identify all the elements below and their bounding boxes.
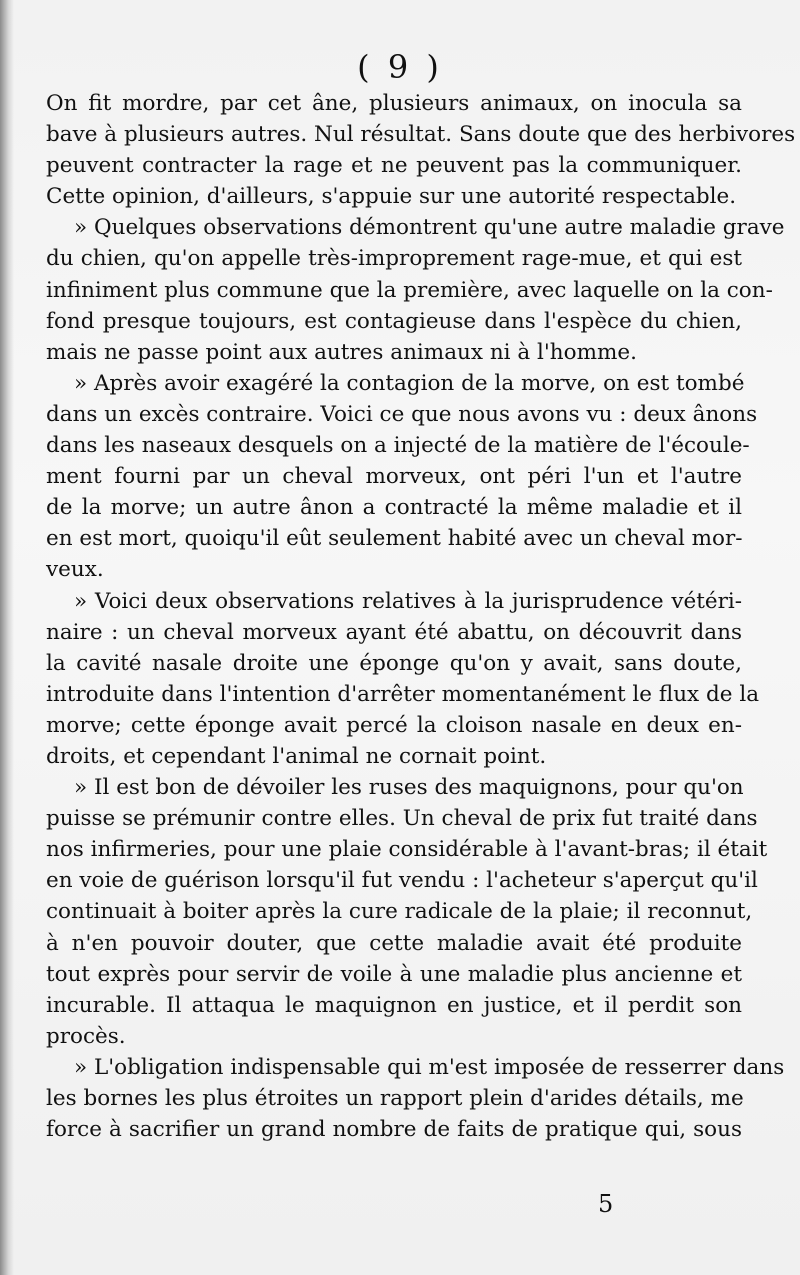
- paragraph: [46, 368, 758, 586]
- text-line: dans un excès contraire. Voici ce que nous avons vu : deux ânons: [46, 401, 758, 427]
- text-line: bave à plusieurs autres. Nul résultat. Sans doute que des herbivores: [46, 122, 796, 148]
- text-line: la cavité nasale droite une éponge qu'on y avait, sans doute,: [46, 650, 742, 676]
- page-gutter-shadow: [0, 0, 14, 1275]
- text-line: morve; cette éponge avait percé la cloison nasale en deux en-: [46, 712, 742, 738]
- text-line: » Après avoir exagéré la contagion de la morve, on est tombé: [74, 370, 745, 396]
- text-line: du chien, qu'on appelle très-improprement rage-mue, et qui est: [46, 246, 742, 272]
- text-line: On fit mordre, par cet âne, plusieurs animaux, on inocula sa: [46, 91, 742, 116]
- text-line: veux.: [46, 557, 104, 583]
- text-line: » Quelques observations démontrent qu'une autre maladie grave: [74, 215, 785, 241]
- text-line: en est mort, quoiqu'il eût seulement habité avec un cheval mor-: [46, 526, 743, 552]
- paragraph: [46, 88, 796, 212]
- text-line: » L'obligation indispensable qui m'est imposée de resserrer dans: [74, 1054, 785, 1080]
- text-line: procès.: [46, 1023, 126, 1049]
- text-line: mais ne passe point aux autres animaux ni à l'homme.: [46, 339, 637, 365]
- text-line: les bornes les plus étroites un rapport plein d'arides détails, me: [46, 1086, 744, 1111]
- body-text: [46, 88, 796, 1145]
- text-line: ment fourni par un cheval morveux, ont péri l'un et l'autre: [46, 464, 742, 490]
- text-line: » Il est bon de dévoiler les ruses des maquignons, pour qu'on: [74, 775, 744, 801]
- text-line: naire : un cheval morveux ayant été abattu, on découvrit dans: [46, 619, 742, 645]
- text-line: introduite dans l'intention d'arrêter momentanément le flux de la: [46, 681, 760, 707]
- page-number: ( 9 ): [357, 48, 443, 86]
- paragraph: [46, 772, 768, 1052]
- text-line: tout exprès pour servir de voile à une maladie plus ancienne et: [46, 961, 742, 987]
- text-line: dans les naseaux desquels on a injecté de la matière de l'écoule-: [46, 433, 750, 459]
- text-line: fond presque toujours, est contagieuse dans l'espèce du chien,: [46, 308, 742, 334]
- paragraph: [46, 1052, 785, 1145]
- text-line: force à sacrifier un grand nombre de faits de pratique qui, sous: [46, 1117, 742, 1143]
- text-line: puisse se prémunir contre elles. Un cheval de prix fut traité dans: [46, 806, 758, 832]
- text-line: nos infirmeries, pour une plaie considérable à l'avant-bras; il était: [46, 837, 768, 863]
- text-line: infiniment plus commune que la première, avec laquelle on la con-: [46, 277, 773, 303]
- text-line: » Voici deux observations relatives à la jurisprudence vétéri-: [74, 588, 742, 614]
- text-line: peuvent contracter la rage et ne peuvent pas la communiquer.: [46, 153, 742, 179]
- text-line: de la morve; un autre ânon a contracté la même maladie et il: [46, 495, 742, 521]
- text-line: à n'en pouvoir douter, que cette maladie avait été produite: [46, 930, 742, 956]
- paragraph: [46, 212, 785, 367]
- text-line: continuait à boiter après la cure radicale de la plaie; il reconnut,: [46, 899, 753, 925]
- text-line: en voie de guérison lorsqu'il fut vendu : l'acheteur s'aperçut qu'il: [46, 868, 758, 894]
- paragraph: [46, 586, 760, 773]
- text-line: Cette opinion, d'ailleurs, s'appuie sur une autorité respectable.: [46, 184, 737, 210]
- signature-mark: 5: [598, 1190, 614, 1218]
- text-line: droits, et cependant l'animal ne cornait point.: [46, 743, 547, 769]
- text-line: incurable. Il attaqua le maquignon en justice, et il perdit son: [46, 992, 742, 1018]
